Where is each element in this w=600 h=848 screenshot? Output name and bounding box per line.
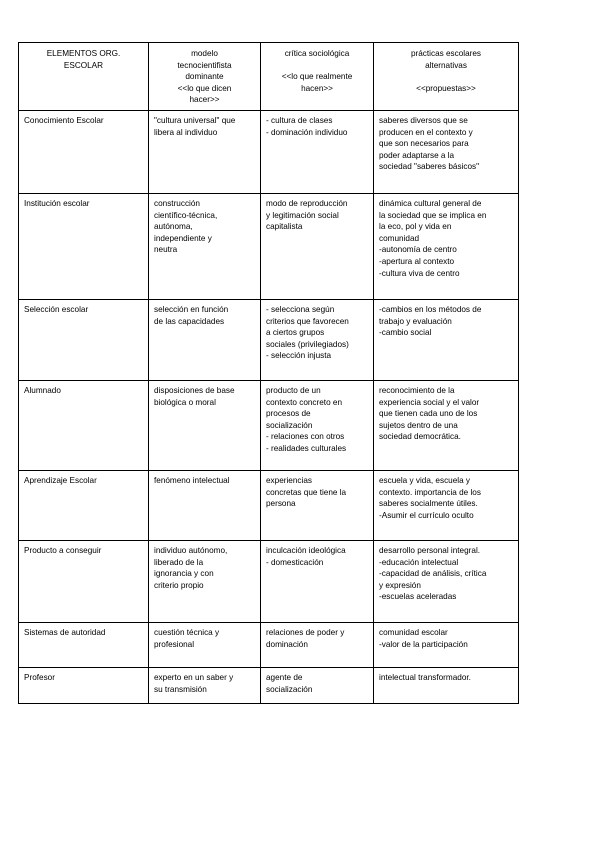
row-label: Conocimiento Escolar [19,111,149,194]
blank-line [379,71,513,83]
cell-text-line: producto de un [266,386,321,395]
cell-text-line: inculcación ideológica [266,546,346,555]
alternative-cell [374,668,519,704]
cell-text-line: <<lo que dicen [177,83,232,93]
cell-text-line: sociedad "saberes básicos" [379,162,480,172]
cell-text-line: que tienen cada uno de los [379,409,478,419]
cell-text-line: -capacidad de análisis, crítica [379,569,487,579]
header-cell-dominant-model [149,43,261,111]
cell-text-line: dominación [266,639,308,649]
cell-text-line: contexto concreto en [266,397,343,407]
cell-text-line: <<propuestas>> [416,83,476,93]
cell-text-line: - selecciona según [266,305,335,314]
cell-text-line: sujetos dentro de una [379,420,458,430]
row-label: Institución escolar [19,194,149,300]
cell-text-line: poder adaptarse a la [379,150,455,160]
alternative-cell [374,623,519,668]
cell-text-line: socialización [266,420,313,430]
cell-text-line: ESCOLAR [63,60,104,70]
cell-text-line: criterio propio [154,580,204,590]
table-row [19,623,519,668]
header-cell-sociological-critique [261,43,374,111]
critique-cell [261,111,374,194]
cell-text-line: - dominación individuo [266,127,348,137]
cell-text-line: capitalista [266,222,303,232]
table-row [19,300,519,381]
cell-text-line: experiencia social y el valor [379,397,480,407]
critique-cell [261,668,374,704]
cell-text-line: su transmisión [154,684,207,694]
cell-text-line: intelectual transformador. [379,673,471,682]
cell-text-line: neutra [154,245,178,255]
row-label: Profesor [19,668,149,704]
cell-text-line: -educación intelectual [379,557,459,567]
critique-cell [261,300,374,381]
cell-text-line: experto en un saber y [154,673,234,682]
alternative-cell [374,194,519,300]
alternative-cell [374,111,519,194]
row-label: Aprendizaje Escolar [19,471,149,541]
cell-text-line: hacen>> [301,83,333,93]
cell-text-line: producen en el contexto y [379,127,473,137]
blank-line [266,60,368,72]
cell-text-line: biológica o moral [154,397,216,407]
cell-text-line: concretas que tiene la [266,487,347,497]
cell-text-line: selección en función [154,305,229,314]
cell-text-line: liberado de la [154,557,204,567]
comparison-table [18,42,519,704]
cell-text-line: tecnocientifista [177,60,232,70]
cell-text-line: -cambios en los métodos de [379,305,482,314]
cell-text-line: criterios que favorecen [266,316,349,326]
cell-text-line: comunidad escolar [379,628,448,637]
cell-text-line: autónoma, [154,222,193,232]
cell-text-line: socialización [266,684,313,694]
cell-text-line: sociales (privilegiados) [266,339,349,349]
cell-text-line: - cultura de clases [266,116,333,125]
cell-text-line: saberes socialmente útiles. [379,499,478,509]
dominant-cell [149,381,261,471]
table-row [19,111,519,194]
cell-text-line: científico-técnica, [154,210,218,220]
cell-text-line: - selección injusta [266,351,332,361]
cell-text-line: contexto. importancia de los [379,487,481,497]
cell-text-line: individuo autónomo, [154,546,228,555]
cell-text-line: comunidad [379,233,420,243]
cell-text-line: libera al individuo [154,127,218,137]
cell-text-line: experiencias [266,476,312,485]
cell-text-line: saberes diversos que se [379,116,468,125]
cell-text-line: persona [266,499,296,509]
cell-text-line: - domesticación [266,557,324,567]
dominant-cell [149,623,261,668]
cell-text-line: independiente y [154,233,212,243]
header-cell-alternative-practices [374,43,519,111]
cell-text-line: -Asumir el currículo oculto [379,510,474,520]
cell-text-line: procesos de [266,409,311,419]
cell-text-line: crítica sociológica [284,49,350,58]
cell-text-line: "cultura universal" que [154,116,236,125]
dominant-cell [149,471,261,541]
cell-text-line: modelo [191,49,218,58]
critique-cell [261,471,374,541]
cell-text-line: -escuelas aceleradas [379,592,457,602]
cell-text-line: construcción [154,199,200,208]
alternative-cell [374,471,519,541]
cell-text-line: trabajo y evaluación [379,316,452,326]
cell-text-line: ELEMENTOS ORG. [46,49,121,58]
cell-text-line: reconocimiento de la [379,386,455,395]
row-label: Sistemas de autoridad [19,623,149,668]
header-cell-elements [19,43,149,111]
cell-text-line: relaciones de poder y [266,628,345,637]
cell-text-line: -cultura viva de centro [379,268,460,278]
cell-text-line: a ciertos grupos [266,328,325,338]
cell-text-line: y expresión [379,580,421,590]
header-row [19,43,519,111]
cell-text-line: agente de [266,673,303,682]
dominant-cell [149,668,261,704]
alternative-cell [374,300,519,381]
cell-text-line: profesional [154,639,195,649]
table-row [19,471,519,541]
cell-text-line: dominante [185,72,224,82]
table-row [19,194,519,300]
dominant-cell [149,111,261,194]
cell-text-line: la eco, pol y vida en [379,222,452,232]
cell-text-line: escuela y vida, escuela y [379,476,471,485]
cell-text-line: - relaciones con otros [266,432,345,442]
cell-text-line: desarrollo personal integral. [379,546,481,555]
dominant-cell [149,541,261,623]
row-label: Alumnado [19,381,149,471]
cell-text-line: <<lo que realmente [281,72,353,82]
cell-text-line: la sociedad que se implica en [379,210,487,220]
critique-cell [261,623,374,668]
cell-text-line: -cambio social [379,328,432,338]
critique-cell [261,541,374,623]
cell-text-line: fenómeno intelectual [154,476,230,485]
critique-cell [261,194,374,300]
critique-cell [261,381,374,471]
cell-text-line: hacer>> [189,95,220,105]
cell-text-line: - realidades culturales [266,443,347,453]
row-label: Producto a conseguir [19,541,149,623]
cell-text-line: alternativas [425,60,467,70]
cell-text-line: -apertura al contexto [379,256,455,266]
cell-text-line: cuestión técnica y [154,628,220,637]
cell-text-line: -autonomía de centro [379,245,457,255]
alternative-cell [374,381,519,471]
cell-text-line: y legitimación social [266,210,339,220]
table-row [19,668,519,704]
alternative-cell [374,541,519,623]
table-row [19,381,519,471]
cell-text-line: que son necesarios para [379,139,469,149]
cell-text-line: -valor de la participación [379,639,468,649]
dominant-cell [149,194,261,300]
cell-text-line: sociedad democrática. [379,432,461,442]
table-row [19,541,519,623]
cell-text-line: de las capacidades [154,316,225,326]
cell-text-line: ignorancia y con [154,569,214,579]
dominant-cell [149,300,261,381]
cell-text-line: prácticas escolares [410,49,482,58]
row-label: Selección escolar [19,300,149,381]
cell-text-line: disposiciones de base [154,386,235,395]
cell-text-line: modo de reproducción [266,199,348,208]
cell-text-line: dinámica cultural general de [379,199,482,208]
